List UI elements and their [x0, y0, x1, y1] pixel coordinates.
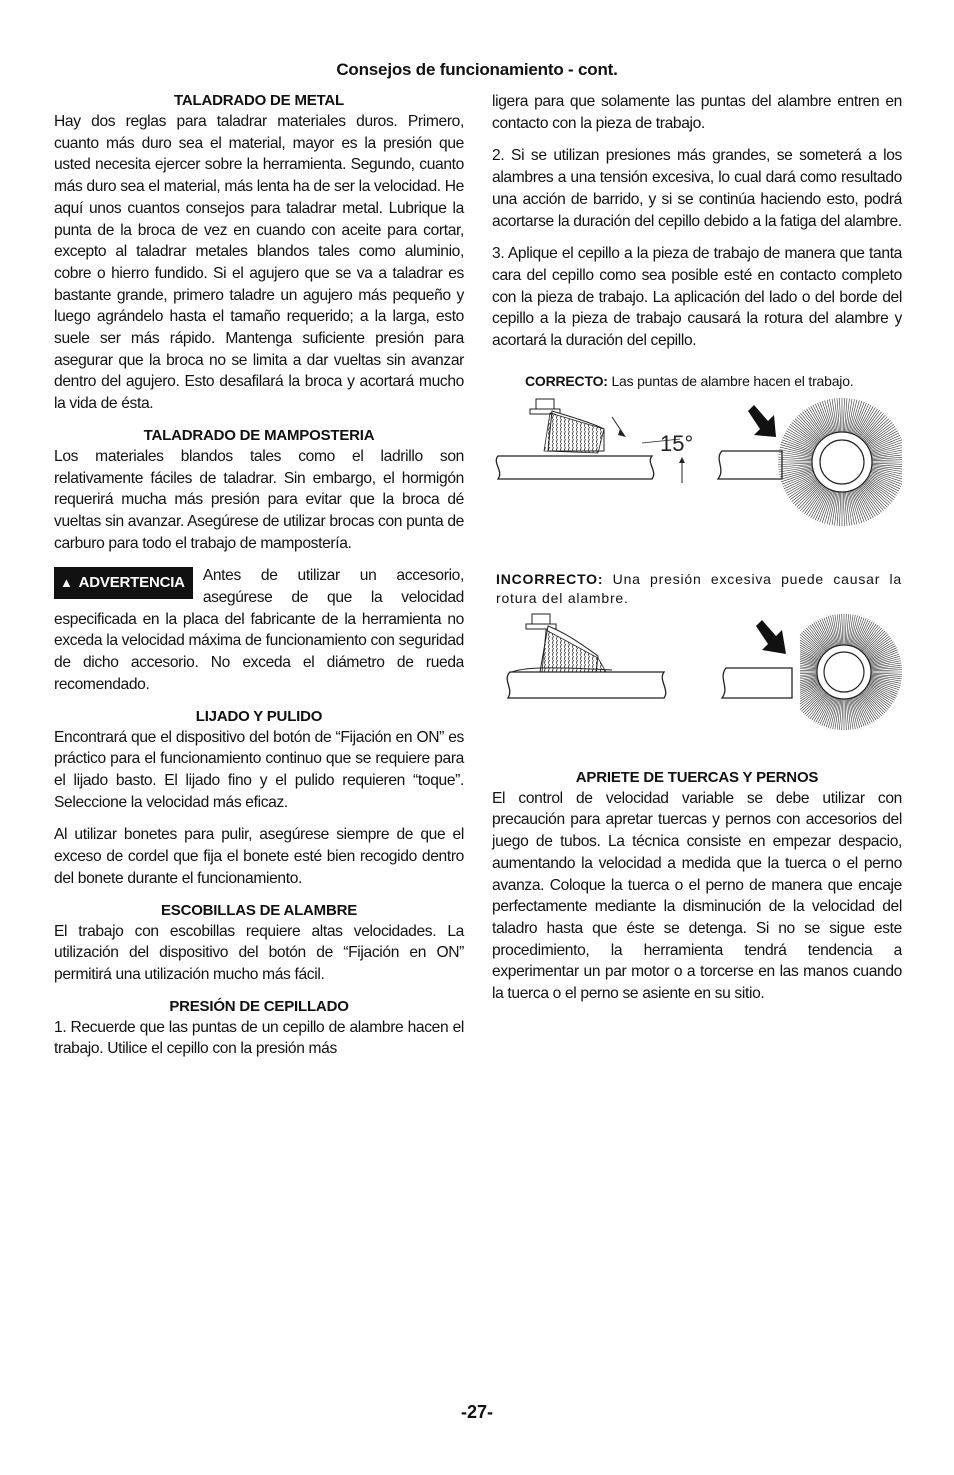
pressure-arrow-icon [748, 405, 776, 437]
wheel-brush-deformed [800, 614, 902, 730]
masonry-heading: TALADRADO DE MAMPOSTERIA [143, 426, 375, 444]
workpiece-bar-left [496, 456, 653, 479]
pressure-text: 1. Recuerde que las puntas de un cepillo de alambre hacen el trabajo. Utilice el cepillo con la presión más [54, 1018, 464, 1058]
incorrect-caption: INCORRECTO: Una presión excesiva puede causar la rotura del alambre. [496, 570, 902, 606]
page-title: Consejos de funcionamiento - cont. [336, 60, 618, 79]
metal-heading: TALADRADO DE METAL [174, 92, 344, 109]
angle-label: 15° [660, 430, 694, 456]
workpiece-bar-right [718, 451, 782, 479]
incorrect-brushing-figure [492, 608, 902, 738]
pressure-heading: PRESIÓN DE CEPILLADO [169, 997, 349, 1015]
warning-triangle-icon: ▲ [60, 575, 73, 591]
workpiece-bar-left [507, 672, 666, 698]
right-column [492, 91, 902, 1005]
correct-brushing-figure [492, 391, 902, 526]
correct-caption: CORRECTO: Las puntas de alambre hacen el trabajo. [525, 372, 854, 389]
wheel-brush [778, 398, 902, 526]
sanding-text-1: Encontrará que el dispositivo del botón de “Fijación en ON” es práctico para el funcionamiento continuo que se requiere para el lijado basto. El lijado fino y el pulido requieren “toque”. Seleccione la velocidad más eficaz. [54, 728, 464, 811]
warning-badge: ▲ ADVERTENCIA [54, 567, 193, 599]
continued-text: ligera para que solamente las puntas del alambre entren en contacto con la pieza de trabajo. [492, 93, 902, 132]
masonry-text: Los materiales blandos tales como el ladrillo son relativamente fáciles de taladrar. Sin embargo, el hormigón requerirá mucha más presión para evitar que la broca dé vueltas sin avanzar. Asegúrese de utilizar brocas con punta de carburo para todo el trabajo de mampostería. [54, 447, 464, 552]
page-number: -27- [460, 1402, 493, 1422]
item-3: 3. Aplique el cepillo a la pieza de trabajo de manera que tanta cara del cepillo como sea posible esté en contacto completo con la pieza de trabajo. La aplicación del lado o del borde del cepillo a la pieza de trabajo causará la rotura del alambre y acortará la duración del cepillo. [492, 245, 902, 350]
warning-text: Antes de utilizar un accesorio, asegúrese de que la velocidad especificada en la placa del fabricante de la herramienta no exceda la velocidad máxima de funcionamiento con seguridad de dicho accesorio. No exceda el diámetro de rueda recomendado. [54, 567, 464, 693]
left-column [54, 91, 464, 1060]
workpiece-bar-right [722, 668, 792, 698]
metal-text: Hay dos reglas para taladrar materiales duros. Primero, cuanto más duro sea el material, mayor es la presión que usted necesita ejercer sobre la herramienta. Segundo, cuanto más duro sea el material, más lenta ha de ser la velocidad. He aquí unos cuantos consejos para taladrar metal. Lubrique la punta de la broca de vez en cuando con aceite para cortar, excepto al taladrar metales blandos tales como aluminio, cobre o hierro fundido. Si el agujero que se va a taladrar es bastante grande, primero taladre un agujero más pequeño y luego agrándelo hasta el tamaño requerido; a la larga, esto suele ser más rápido. Mantenga suficiente presión para asegurar que la broca no se limita a dar vueltas sin avanzar dentro del agujero. Esto desafilará la broca y acortará mucho la vida de ésta. [54, 113, 464, 413]
cup-brush-wires-flattened [542, 630, 606, 672]
pressure-arrow-icon [756, 620, 786, 654]
nuts-heading: APRIETE DE TUERCAS Y PERNOS [575, 768, 819, 786]
warning-block [54, 565, 464, 695]
wire-heading: ESCOBILLAS DE ALAMBRE [160, 901, 358, 919]
sanding-heading: LIJADO Y PULIDO [195, 707, 323, 725]
nuts-text: El control de velocidad variable se debe utilizar con precaución para apretar tuercas y pernos con accesorios del juego de tubos. La técnica consiste en empezar despacio, aumentando la velocidad a medida que la tuerca o el perno avanza. Coloque la tuerca o el perno de manera que encaje perfectamente mediante la disminución de la velocidad del taladro hasta que éste se detenga. Si no se sigue este procedimiento, la herramienta tendrá tendencia a experimentar un par motor o a torcerse en las manos cuando la tuerca o el perno se asiente en su sitio. [492, 789, 902, 1003]
wire-text: El trabajo con escobillas requiere altas velocidades. La utilización del dispositivo del botón de “Fijación en ON” permitirá una utilización mucho más fácil. [54, 922, 464, 983]
sanding-text-2: Al utilizar bonetes para pulir, asegúrese siempre de que el exceso de cordel que fija el bonete esté bien recogido dentro del bonete durante el funcionamiento. [54, 826, 464, 887]
item-2: 2. Si se utilizan presiones más grandes, se someterá a los alambres a una tensión excesiva, lo cual dará como resultado una acción de barrido, y si se continúa haciendo esto, podrá acortarse la duración del cepillo debido a la fatiga del alambre. [492, 147, 902, 230]
